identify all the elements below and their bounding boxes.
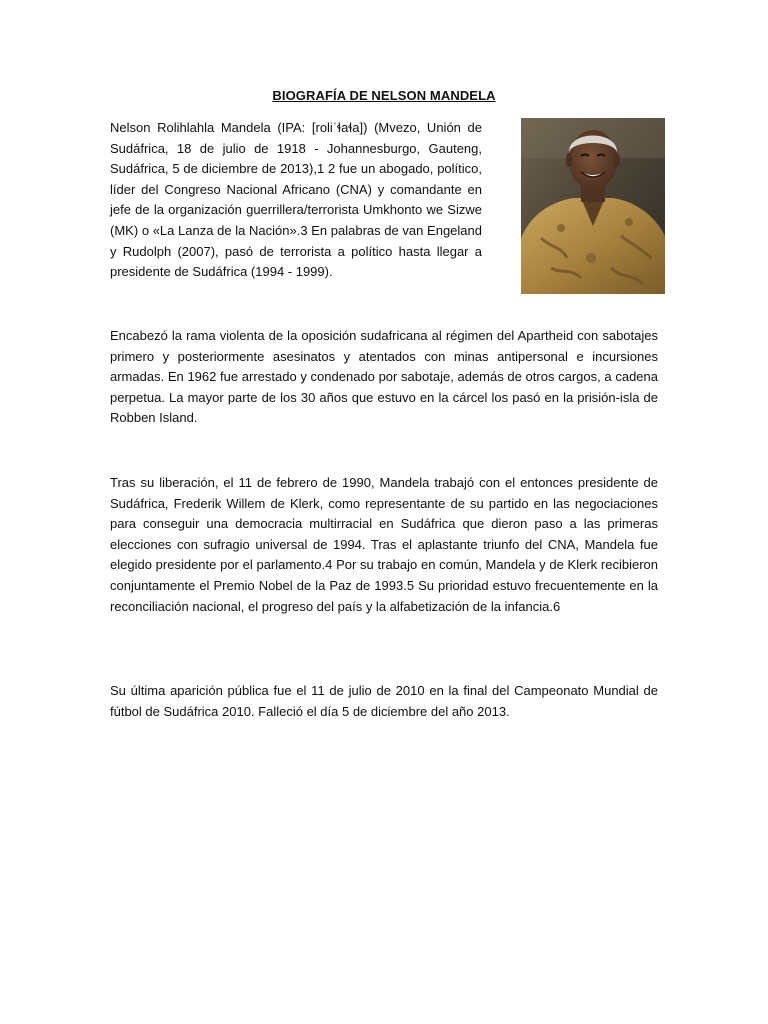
document-title: BIOGRAFÍA DE NELSON MANDELA [272,88,496,103]
paragraph-last-appearance: Su última aparición pública fue el 11 de julio de 2010 en la final del Campeonato Mundial de fútbol de Sudáfrica 2010. Falleció el día 5 de diciembre del año 2013. [110,683,658,719]
paragraph-liberation: Tras su liberación, el 11 de febrero de 1990, Mandela trabajó con el entonces presidente de Sudáfrica, Frederik Willem de Klerk, como representante de su partido en las negociaciones para conseguir una democracia multirracial en Sudáfrica que dieron paso a las primeras elecciones con sufragio universal de 1994. Tras el aplastante triunfo del CNA, Mandela fue elegido presidente por el parlamento.4 Por su trabajo en común, Mandela y de Klerk recibieron conjuntamente el Premio Nobel de la Paz de 1993.5 Su prioridad estuvo frecuentemente en la reconciliación nacional, el progreso del país y la alfabetización de la infancia.6 [110,475,658,614]
portrait-photo [521,118,665,294]
paragraph-apartheid: Encabezó la rama violenta de la oposición sudafricana al régimen del Apartheid con sabotajes primero y posteriormente asesinatos y atentados con minas antipersonal e incursiones armadas. En 1962 fue arrestado y condenado por sabotaje, además de otros cargos, a cadena perpetua. La mayor parte de los 30 años que estuvo en la cárcel los pasó en la prisión-isla de Robben Island. [110,328,658,426]
paragraph-intro: Nelson Rolihlahla Mandela (IPA: [roliˈɬaɬa]) (Mvezo, Unión de Sudáfrica, 18 de julio de 1918 - Johannesburgo, Gauteng, Sudáfrica, 5 de diciembre de 2013),1 2 fue un abogado, político, líder del Congreso Nacional Africano (CNA) y comandante en jefe de la organización guerrillera/terrorista Umkhonto we Sizwe (MK) o «La Lanza de la Nación».3 En palabras de van Engeland y Rudolph (2007), pasó de terrorista a político hasta llegar a presidente de Sudáfrica (1994 - 1999). [110,120,482,280]
